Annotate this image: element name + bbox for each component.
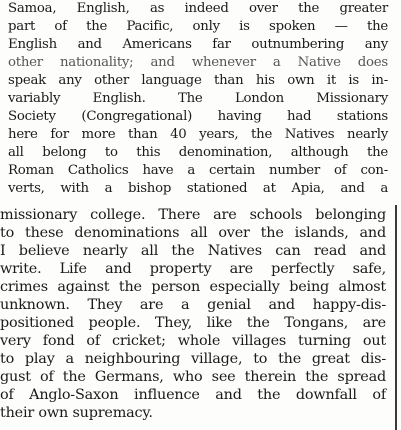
article-block-bottom (0, 206, 386, 422)
text-line: very fond of cricket; whole villages turning out (0, 333, 386, 349)
text-line: crimes against the person especially being almost (0, 279, 386, 295)
text-line: speak any other language than his own it is in- (8, 73, 388, 88)
text-line: all belong to this denomination, although the (8, 145, 388, 160)
text-line: verts, with a bishop stationed at Apia, and a (8, 181, 388, 196)
text-line: their own supremacy. (0, 405, 153, 421)
text-line: to play a neighbouring village, to the great dis- (0, 351, 386, 367)
text-line: unknown. They are a genial and happy-dis- (0, 297, 386, 313)
text-line: other nationality; and whenever a Native does (8, 55, 388, 70)
text-line: Roman Catholics have a certain number of con- (8, 163, 388, 178)
text-line: gust of the Germans, who see therein the spread (0, 369, 386, 385)
text-line: to these denominations all over the islands, and (0, 225, 386, 241)
text-line: I believe nearly all the Natives can read and (0, 243, 386, 259)
text-line: of Anglo-Saxon influence and the downfall of (0, 387, 386, 403)
text-line: variably English. The London Missionary (8, 91, 388, 106)
text-line: English and Americans far outnumbering any (8, 37, 388, 52)
text-line: here for more than 40 years, the Natives nearly (8, 127, 388, 142)
text-line: part of the Pacific, only is spoken — the (8, 19, 388, 34)
column-rule (395, 205, 397, 430)
text-line: write. Life and property are perfectly safe, (0, 261, 386, 277)
text-line: Society (Congregational) having had stations (8, 109, 388, 124)
text-line: positioned people. They, like the Tongans, are (0, 315, 386, 331)
article-block-top (8, 0, 388, 198)
text-line: Samoa, English, as indeed over the greater (8, 1, 388, 16)
text-line: missionary college. There are schools belonging (0, 207, 386, 223)
